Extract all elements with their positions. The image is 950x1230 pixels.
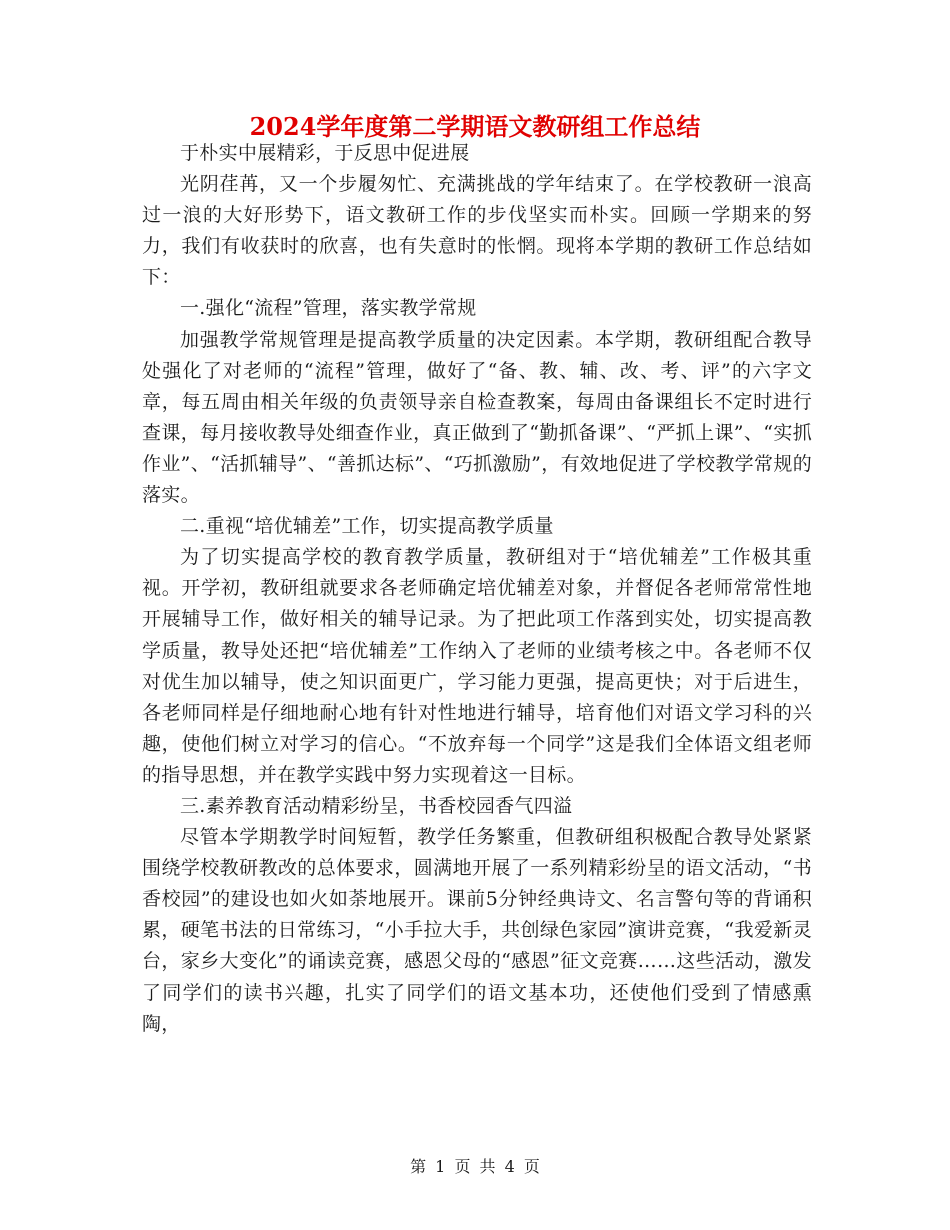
section-2-paragraph: 为了切实提高学校的教育教学质量，教研组对于“培优辅差”工作极其重视。开学初，教研组就要求各老师确定培优辅差对象，并督促各老师常常性地开展辅导工作，做好相关的辅导记录。为了把此项工作落到实处，切实提高教学质量，教导处还把“培优辅差”工作纳入了老师的业绩考核之中。各老师不仅对优生加以辅导，使之知识面更广，学习能力更强，提高更快；对于后进生，各老师同样是仔细地耐心地有针对性地进行辅导，培育他们对语文学习科的兴趣，使他们树立对学习的信心。“不放弃每一个同学”这是我们全体语文组老师的指导思想，并在教学实践中努力实现着这一目标。 [142, 546, 812, 786]
section-1-paragraph: 加强教学常规管理是提高教学质量的决定因素。本学期，教研组配合教导处强化了对老师的“流程”管理，做好了“备、教、辅、改、考、评”的六字文章，每五周由相关年级的负责领导亲自检查教案，每周由备课组长不定时进行查课，每月接收教导处细查作业，真正做到了“勤抓备课”、“严抓上课”、“实抓作业”、“活抓辅导”、“善抓达标”、“巧抓激励”，有效地促进了学校教学常规的落实。 [142, 328, 812, 507]
page-footer: 第 1 页 共 4 页 [410, 1157, 540, 1176]
section-heading-1: 一.强化“流程”管理，落实教学常规 [180, 297, 477, 320]
intro-paragraph: 光阴荏苒，又一个步履匆忙、充满挑战的学年结束了。在学校教研一浪高过一浪的大好形势下，语文教研工作的步伐坚实而朴实。回顾一学期来的努力，我们有收获时的欣喜，也有失意时的怅惘。现将本学期的教研工作总结如下： [142, 173, 812, 289]
section-3-paragraph: 尽管本学期教学时间短暂，教学任务繁重，但教研组积极配合教导处紧紧围绕学校教研教改的总体要求，圆满地开展了一系列精彩纷呈的语文活动，“书香校园”的建设也如火如荼地展开。课前5分钟经典诗文、名言警句等的背诵积累，硬笔书法的日常练习，“小手拉大手，共创绿色家园”演讲竞赛，“我爱新灵台，家乡大变化”的诵读竞赛，感恩父母的“感恩”征文竞赛……这些活动，激发了同学们的读书兴趣，扎实了同学们的语文基本功，还使他们受到了情感熏陶， [142, 826, 812, 1035]
section-heading-3: 三.素养教育活动精彩纷呈，书香校园香气四溢 [180, 794, 573, 817]
document-body [142, 138, 812, 1040]
subtitle-paragraph: 于朴实中展精彩，于反思中促进展 [180, 142, 470, 164]
section-heading-2: 二.重视“培优辅差”工作，切实提高教学质量 [180, 515, 554, 538]
document-title: 2024学年度第二学期语文教研组工作总结 [249, 112, 701, 141]
